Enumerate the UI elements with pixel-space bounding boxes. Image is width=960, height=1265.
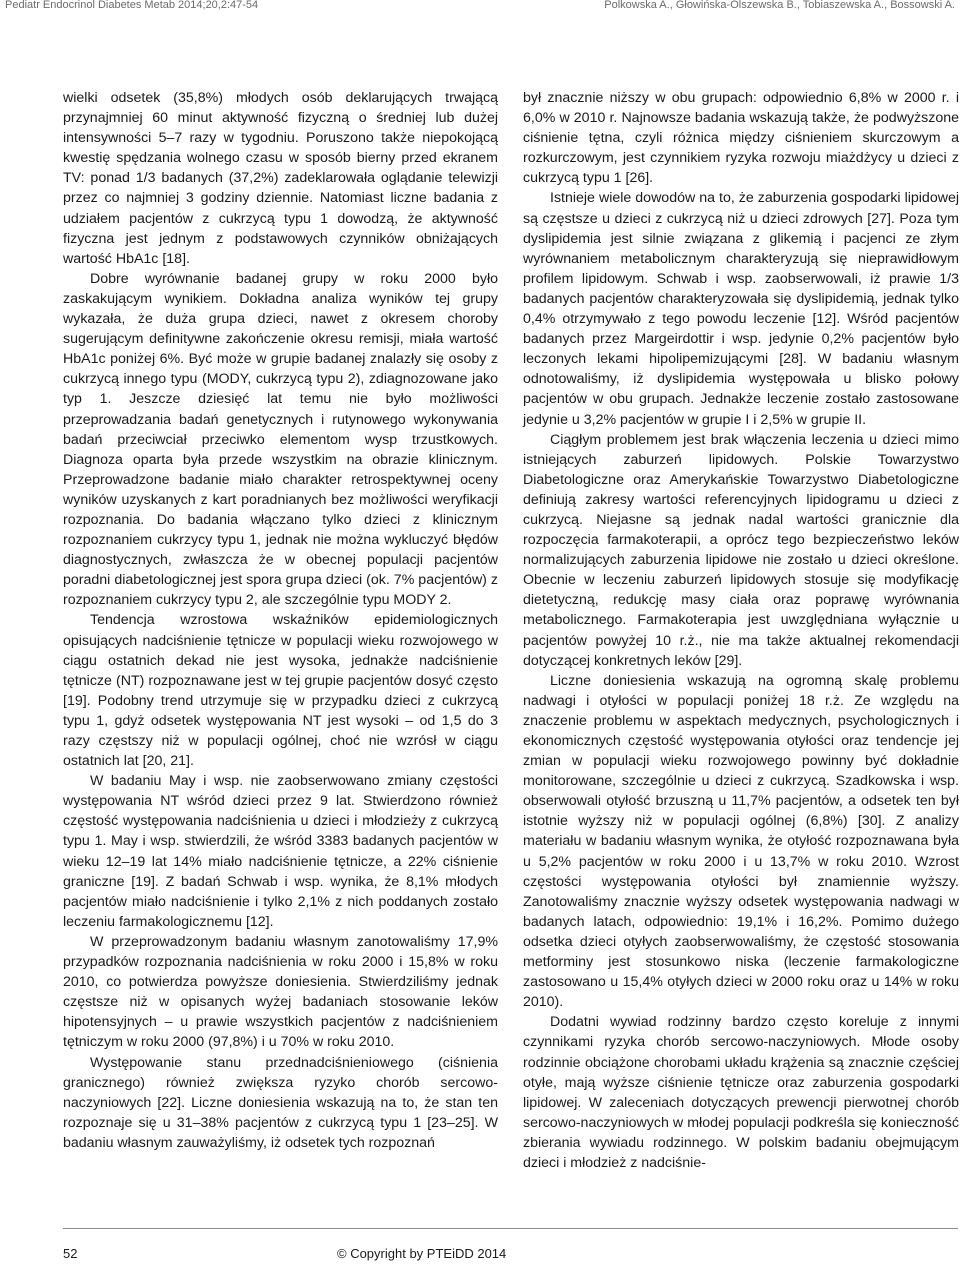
running-header bbox=[0, 0, 960, 12]
paragraph: Ciągłym problemem jest brak włączenia leczenia u dzieci mimo istniejących zaburzeń lipidowych. Polskie Towarzystwo Diabetologiczne oraz Amerykańskie Towarzystwo Diabetologiczne definiują zakresy wartości referencyjnych lipidogramu u dzieci z cukrzycą. Niejasne są jednak nadal wartości granicznie dla rozpoczęcia farmakoterapii, a oprócz tego bezpieczeństwo leków normalizujących zaburzenia lipidowe nie zostało u dzieci określone. Obecnie w leczeniu zaburzeń lipidowych stosuje się modyfikację dietetyczną, redukcję masy ciała oraz poprawę wyrównania metabolicznego. Farmakoterapia jest uwzględniana wyłącznie u pacjentów powyżej 10 r.ż., nie ma także aktualnej rekomendacji dotyczącej konkretnych leków [29]. bbox=[523, 431, 959, 669]
paragraph: W badaniu May i wsp. nie zaobserwowano zmiany częstości występowania NT wśród dzieci przez 9 lat. Stwierdzono również częstość występowania nadciśnienia u dzieci i młodzieży z cukrzycą typu 1. May i wsp. stwierdzili, że wśród 3383 badanych pacjentów w wieku 12–19 lat 14% miało nadciśnienie tętnicze, a 22% ciśnienie graniczne [19]. Z badań Schwab i wsp. wynika, że 8,1% młodych pacjentów miało nadciśnienie i tylko 2,1% z nich poddanych zostało leczeniu farmakologicznemu [12]. bbox=[63, 773, 498, 930]
journal-citation: Pediatr Endocrinol Diabetes Metab 2014;20,2:47-54 bbox=[5, 0, 259, 11]
paragraph: Liczne doniesienia wskazują na ogromną skalę problemu nadwagi i otyłości w populacji poniżej 18 r.ż. Ze względu na znaczenie problemu w aspektach medycznych, psychologicznych i ekonomicznych częstość występowania otyłości oraz tendencje jej zmian w populacji wieku rozwojowego powinny być dokładnie monitorowane, szczególnie u dzieci z cukrzycą. Szadkowska i wsp. obserwowali otyłość brzuszną u 11,7% pacjentów, a odsetek ten był istotnie wyższy niż w populacji ogólnej (6,8%) [30]. Z analizy materiału w badaniu własnym wynika, że otyłość rozpoznawana była u 5,2% pacjentów w roku 2000 i u 13,7% w roku 2010. Wzrost częstości występowania otyłości był znamiennie wyższy. Zanotowaliśmy znacznie wyższy odsetek występowania nadwagi w badanych latach, odpowiednio: 19,1% i 16,2%. Pomimo dużego odsetka dzieci otyłych zaobserwowaliśmy, że częstość stosowania metforminy jest stosunkowo niska (leczenie farmakologiczne zastosowano u 15,4% otyłych dzieci w 2000 roku oraz u 14% w roku 2010). bbox=[523, 672, 959, 1011]
article-authors: Polkowska A., Głowińska-Olszewska B., Tobiaszewska A., Bossowski A. bbox=[604, 0, 955, 11]
paragraph: Występowanie stanu przednadciśnieniowego (ciśnienia granicznego) również zwiększa ryzyko chorób sercowo-naczyniowych [22]. Liczne doniesienia wskazują na to, że stan ten rozpoznaje się u 31–38% pacjentów z cukrzycą typu 1 [23–25]. W badaniu własnym zauważyliśmy, iż odsetek tych rozpoznań bbox=[63, 1054, 498, 1151]
paragraph: Istnieje wiele dowodów na to, że zaburzenia gospodarki lipidowej są częstsze u dzieci z cukrzycą niż u dzieci zdrowych [27]. Poza tym dyslipidemia jest silnie związana z glikemią i pacjenci ze złym wyrównaniem metabolicznym charakteryzują się nieprawidłowym profilem lipidowym. Schwab i wsp. zaobserwowali, iż prawie 1/3 badanych pacjentów charakteryzowała się dyslipidemią, jednak tylko 0,4% otrzymywało z tego powodu leczenie [12]. Wśród pacjentów badanych przez Margeirdottir i wsp. jedynie 0,2% pacjentów było leczonych lekami hipolipemizującymi [28]. W badaniu własnym odnotowaliśmy, iż dyslipidemia występowała u blisko połowy pacjentów w obu grupach. Jednakże leczenie zostało zastosowane jedynie u 3,2% pacjentów w grupie I i 2,5% w grupie II. bbox=[523, 190, 959, 428]
paragraph: wielki odsetek (35,8%) młodych osób deklarujących trwającą przynajmniej 60 minut aktywność fizyczną o średniej lub dużej intensywności 5–7 razy w tygodniu. Poruszono także niepokojącą kwestię spędzania wolnego czasu w sposób bierny przed ekranem TV: ponad 1/3 badanych (37,2%) zadeklarowała oglądanie telewizji przez co najmniej 3 godziny dziennie. Natomiast liczne badania z udziałem pacjentów z cukrzycą typu 1 dowodzą, że aktywność fizyczna jest jednym z podstawowych czynników obniżających wartość HbA1c [18]. bbox=[63, 90, 498, 267]
paragraph: Dobre wyrównanie badanej grupy w roku 2000 było zaskakującym wynikiem. Dokładna analiza wyników tej grupy wykazała, że duża grupa dzieci, nawet z okresem choroby sugerującym definitywne zakończenie okresu remisji, miała wartość HbA1c poniżej 6%. Być może w grupie badanej znalazły się osoby z cukrzycą innego typu (MODY, cukrzycą typu 2), zdiagnozowane jako typ 1. Jeszcze dziesięć lat temu nie było możliwości przeprowadzania badań genetycznych i rutynowego wykonywania badań przeciwciał przeciwko elementom wysp trzustkowych. Diagnoza oparta była przede wszystkim na obrazie klinicznym. Przeprowadzone badanie miało charakter retrospektywnej oceny wyników uzyskanych z kart poradnianych bez możliwości weryfikacji rozpoznania. Do badania włączano tylko dzieci z klinicznym rozpoznaniem cukrzycy typu 1, jednak nie można wykluczyć błędów diagnostycznych, zwłaszcza że w obecnej populacji pacjentów poradni diabetologicznej jest spora grupa dzieci (ok. 7% pacjentów) z rozpoznaniem cukrzycy typu 2, ale szczególnie typu MODY 2. bbox=[63, 270, 498, 609]
paragraph: W przeprowadzonym badaniu własnym zanotowaliśmy 17,9% przypadków rozpoznania nadciśnienia w roku 2000 i 15,8% w roku 2010, co potwierdza powyższe doniesienia. Stwierdziliśmy jednak częstsze niż w opisanych wyżej badaniach stosowanie leków hipotensyjnych – u prawie wszystkich pacjentów z nadciśnieniem tętniczym w roku 2000 (97,8%) i u 70% w roku 2010. bbox=[63, 933, 498, 1051]
right-column bbox=[523, 88, 959, 1173]
paragraph: Dodatni wywiad rodzinny bardzo często koreluje z innymi czynnikami ryzyka chorób sercowo-naczyniowych. Młode osoby rodzinnie obciążone chorobami układu krążenia są znacznie częściej otyłe, mają wyższe ciśnienie tętnicze oraz zaburzenia gospodarki lipidowej. W zaleceniach dotyczących prewencji pierwotnej chorób sercowo-naczyniowych w młodej populacji podkreśla się konieczność zbierania wywiadu rodzinnego. W polskim badaniu obejmującym dzieci i młodzież z nadciśnie- bbox=[523, 1014, 959, 1171]
page-number: 52 bbox=[63, 1246, 78, 1261]
paragraph: był znacznie niższy w obu grupach: odpowiednio 6,8% w 2000 r. i 6,0% w 2010 r. Najnowsze badania wskazują także, że podwyższone ciśnienie tętna, czyli różnica między ciśnieniem skurczowym a rozkurczowym, jest czynnikiem ryzyka rozwoju miażdżycy u dzieci z cukrzycą typu 1 [26]. bbox=[523, 90, 959, 187]
copyright-notice: © Copyright by PTEiDD 2014 bbox=[337, 1246, 507, 1261]
left-column bbox=[63, 88, 498, 1153]
paragraph: Tendencja wzrostowa wskaźników epidemiologicznych opisujących nadciśnienie tętnicze w populacji wieku rozwojowego w ciągu ostatnich dekad nie jest wysoka, jednakże nadciśnienie tętnicze (NT) rozpoznawane jest w tej grupie pacjentów dosyć często [19]. Podobny trend utrzymuje się w przypadku dzieci z cukrzycą typu 1, gdyż odsetek występowania NT jest wysoki – od 1,5 do 3 razy częstszy niż w populacji ogólnej, choć nie wzrósł w ciągu ostatnich lat [20, 21]. bbox=[63, 612, 498, 770]
footer-divider bbox=[63, 1228, 958, 1229]
